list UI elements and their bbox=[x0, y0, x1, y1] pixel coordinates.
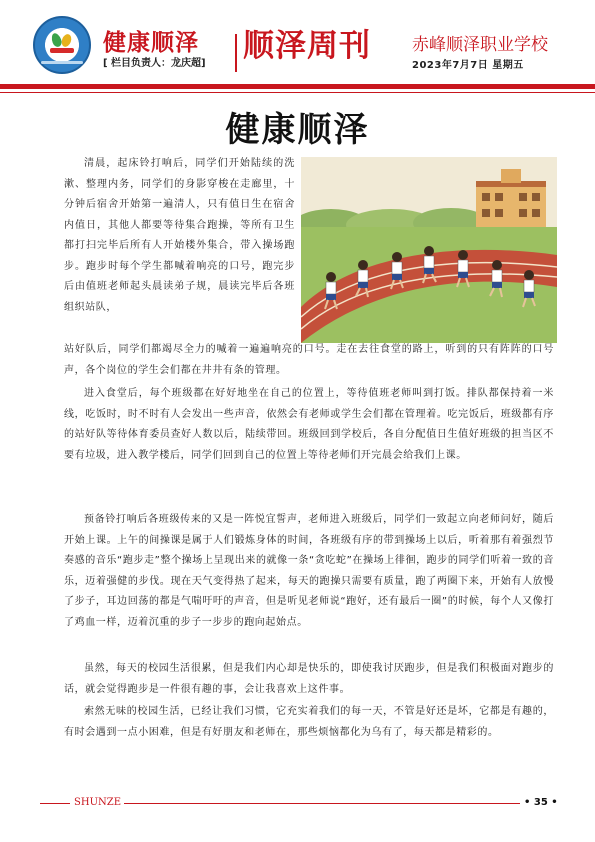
column-editor: [ 栏目负责人：龙庆超] bbox=[103, 58, 206, 69]
publication-title: 顺泽周刊 bbox=[243, 28, 371, 64]
article-paragraph-5: 索然无味的校园生活，已经让我们习惯，它充实着我们的每一天，不管是好还是坏，它都是有趣的，有时会遇到一点小困难，但是有好朋友和老师在，那些烦恼都化为乌有了，每天都是精彩的。 bbox=[64, 706, 554, 738]
article-paragraph-3: 预备铃打响后各班级传来的又是一阵悦宜誓声，老师进入班级后，同学们一致起立向老师问好，随后开始上课。上午的间操课是属于人们锻炼身体的时间，各班级有序的带到操场上以后，听着那有着强烈节奏感的音乐“跑步走”整个操场上呈现出来的就像一条“贪吃蛇”在操场上徘徊，跑步的同学们听着一致的音乐，迈着强健的步伐。现在天气变得热了起来，每天的跑操只需要有质量，跑了两圈下来，开始有人放慢了步子，耳边回荡的都是气喘吁吁的声音，但是听见老师说“跑好，还有最后一圈”的时候，每个人又像打了鸡血一样，迈着沉重的步子一步步的跑向起始点。 bbox=[64, 514, 554, 628]
footer-rule-right bbox=[124, 803, 520, 804]
column-title: 健康顺泽 bbox=[103, 30, 199, 56]
article-paragraph-1: 清晨，起床铃打响后，同学们开始陆续的洗漱、整理内务，同学们的身影穿梭在走廊里，十分钟后宿舍开始第一遍清人，只有值日生在宿舍内值日，其他人都要等待集合跑操，等所有卫生都打扫完毕后所有人开始楼外集合，带入操场跑步。跑步时每个学生都喊着响亮的口号，跑完步后由值班老师起头晨读弟子规，晨读完毕后各班组织站队， bbox=[64, 158, 295, 313]
article-title: 健康顺泽 bbox=[225, 110, 370, 150]
header-rule bbox=[0, 84, 595, 89]
header-divider bbox=[235, 34, 237, 72]
logo-emblem-icon bbox=[49, 31, 75, 55]
school-logo bbox=[33, 16, 91, 74]
article-paragraph-1-continued: 站好队后，同学们都竭尽全力的喊着一遍遍响亮的口号。走在去往食堂的路上，听到的只有阵阵的口号声，各个岗位的学生会们都在井井有条的管理。 bbox=[64, 344, 554, 376]
footer-brand: SHUNZE bbox=[74, 797, 121, 808]
header-rule-thin bbox=[0, 92, 595, 93]
page-number: • 35 • bbox=[524, 797, 558, 808]
article-paragraph-4: 虽然，每天的校园生活很累，但是我们内心却是快乐的，即使我讨厌跑步，但是我们积极面对跑步的话，就会觉得跑步是一件很有趣的事，会让我喜欢上这件事。 bbox=[64, 663, 554, 695]
issue-date: 2023年7月7日 星期五 bbox=[412, 60, 524, 71]
morning-run-illustration bbox=[301, 157, 557, 343]
school-name: 赤峰顺泽职业学校 bbox=[412, 35, 548, 55]
footer-rule-left bbox=[40, 803, 70, 804]
article-paragraph-2: 进入食堂后，每个班级都在好好地坐在自己的位置上，等待值班老师叫到打饭。排队都保持着一米线，吃饭时，时不时有人会发出一些声音，依然会有老师或学生会们都在管理着。吃完饭后，班级都有序的站好队等待体育委员查好人数以后，陆续带回。班级回到学校后，各自分配值日生值好班级的担当区不要有垃圾，进入教学楼后，同学们回到自己的位置上等待老师们开完晨会给我们上课。 bbox=[64, 388, 554, 461]
